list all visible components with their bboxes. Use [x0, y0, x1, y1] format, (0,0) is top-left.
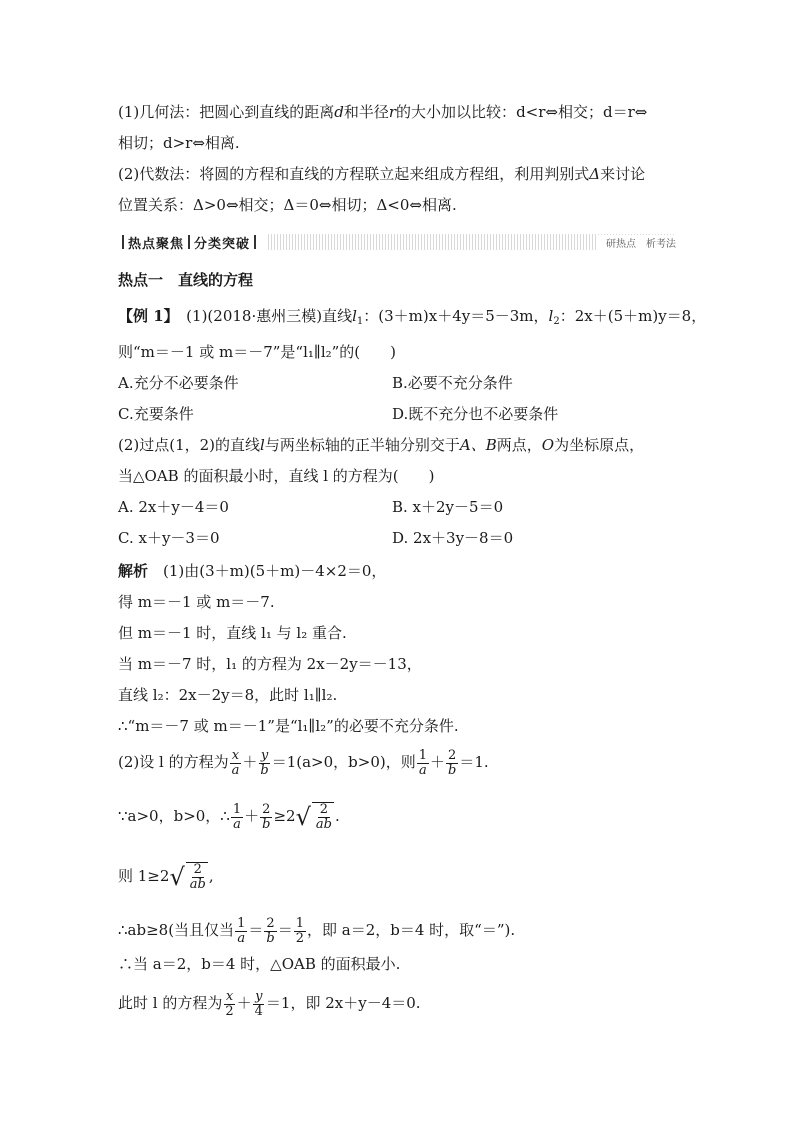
solution-line1: 解析 (1)由(3＋m)(5＋m)－4×2＝0，	[118, 562, 387, 580]
fraction: $\frac{x}{2}$	[225, 988, 234, 1019]
square-root: √ $\frac{2}{ab}$	[295, 802, 332, 832]
algebraic-method-line1: (2)代数法：将圆的方程和直线的方程联立起来组成方程组，利用判别式Δ来讨论	[118, 165, 646, 183]
option-d2: D. 2x＋3y－8＝0	[392, 529, 514, 547]
square-root: √ $\frac{2}{ab}$	[169, 862, 206, 892]
solution-line9: 则 1≥2 √ $\frac{2}{ab}$ ,	[118, 862, 214, 892]
radical-sign-icon: √	[169, 863, 185, 891]
banner-divider	[188, 235, 190, 249]
banner-divider	[254, 235, 256, 249]
fraction: $\frac{1}{2}$	[295, 915, 304, 946]
geometric-method-line1: (1)几何法：把圆心到直线的距离d和半径r的大小加以比较：d<r⇔相交；d＝r⇔	[118, 103, 648, 121]
example-question2-line2: 当△OAB 的面积最小时，直线 l 的方程为( )	[118, 467, 435, 485]
fraction: $\frac{y}{b}$	[260, 747, 269, 778]
fraction: $\frac{1}{a}$	[237, 915, 246, 946]
radical-sign-icon: √	[295, 803, 311, 831]
example-question1-line2: 则“m＝－1 或 m＝－7”是“l₁∥l₂”的( )	[118, 343, 396, 361]
option-a2: A. 2x＋y－4＝0	[118, 498, 229, 516]
banner-divider	[122, 235, 124, 249]
algebraic-method-line2: 位置关系：Δ>0⇔相交；Δ＝0⇔相切；Δ<0⇔相离.	[118, 196, 457, 214]
option-c2: C. x＋y－3＝0	[118, 529, 220, 547]
solution-line6: ∴“m＝－7 或 m＝－1”是“l₁∥l₂”的必要不充分条件.	[118, 717, 459, 735]
section-banner	[118, 234, 676, 250]
solution-line10: ∴ab≥8(当且仅当 $\frac{1}{a}$ ＝ $\frac{2}{b}$ ＝ $\frac{1}{2}$ ，即 a＝2，b＝4 时，取“＝”).	[118, 915, 516, 946]
hot-topic-heading: 热点一 直线的方程	[118, 271, 254, 289]
solution-line11: ∴当 a＝2，b＝4 时，△OAB 的面积最小.	[118, 955, 401, 973]
option-a1: A.充分不必要条件	[118, 374, 239, 392]
banner-subtitle: 研热点 析考法	[598, 235, 676, 250]
solution-line3: 但 m＝－1 时，直线 l₁ 与 l₂ 重合.	[118, 624, 347, 642]
solution-line4: 当 m＝－7 时，l₁ 的方程为 2x－2y＝－13，	[118, 655, 422, 673]
solution-line2: 得 m＝－1 或 m＝－7.	[118, 593, 275, 611]
solution-line7: (2)设 l 的方程为 $\frac{x}{a}$ ＋ $\frac{y}{b}$ ＝1(a>0，b>0)，则 $\frac{1}{a}$ ＋ $\frac{2}{b}$ ＝1.	[118, 747, 489, 778]
option-c1: C.充要条件	[118, 405, 194, 423]
solution-label: 解析	[118, 562, 149, 580]
fraction: $\frac{1}{a}$	[418, 747, 428, 778]
fraction: $\frac{2}{b}$	[448, 747, 457, 778]
fraction: $\frac{y}{4}$	[254, 988, 263, 1019]
fraction: $\frac{2}{b}$	[266, 915, 275, 946]
fraction: $\frac{2}{b}$	[262, 801, 271, 832]
geometric-method-line2: 相切；d>r⇔相离.	[118, 134, 240, 152]
fraction: $\frac{x}{a}$	[231, 747, 240, 778]
solution-line8: ∵a>0，b>0，∴ $\frac{1}{a}$ ＋ $\frac{2}{b}$ ≥2 √ $\frac{2}{ab}$ .	[118, 801, 340, 832]
option-b2: B. x＋2y－5＝0	[392, 498, 504, 516]
fraction: $\frac{1}{a}$	[232, 801, 242, 832]
solution-line12: 此时 l 的方程为 $\frac{x}{2}$ ＋ $\frac{y}{4}$ ＝1，即 2x＋y－4＝0.	[118, 988, 421, 1019]
solution-line5: 直线 l₂：2x－2y＝8，此时 l₁∥l₂.	[118, 686, 338, 704]
example-question2-line1: (2)过点(1，2)的直线l与两坐标轴的正半轴分别交于A、B两点，O为坐标原点，	[118, 436, 645, 454]
option-d1: D.既不充分也不必要条件	[392, 405, 559, 423]
banner-title: 热点聚焦 分类突破	[118, 233, 266, 252]
example-tag: 【例 1】	[118, 307, 172, 325]
example-question1-line1: 【例 1】 (1)(2018·惠州三模)直线$l_1$：(3＋m)x＋4y＝5－3m，$l_2$：2x＋(5＋m)y＝8，	[118, 307, 707, 327]
option-b1: B.必要不充分条件	[392, 374, 513, 392]
